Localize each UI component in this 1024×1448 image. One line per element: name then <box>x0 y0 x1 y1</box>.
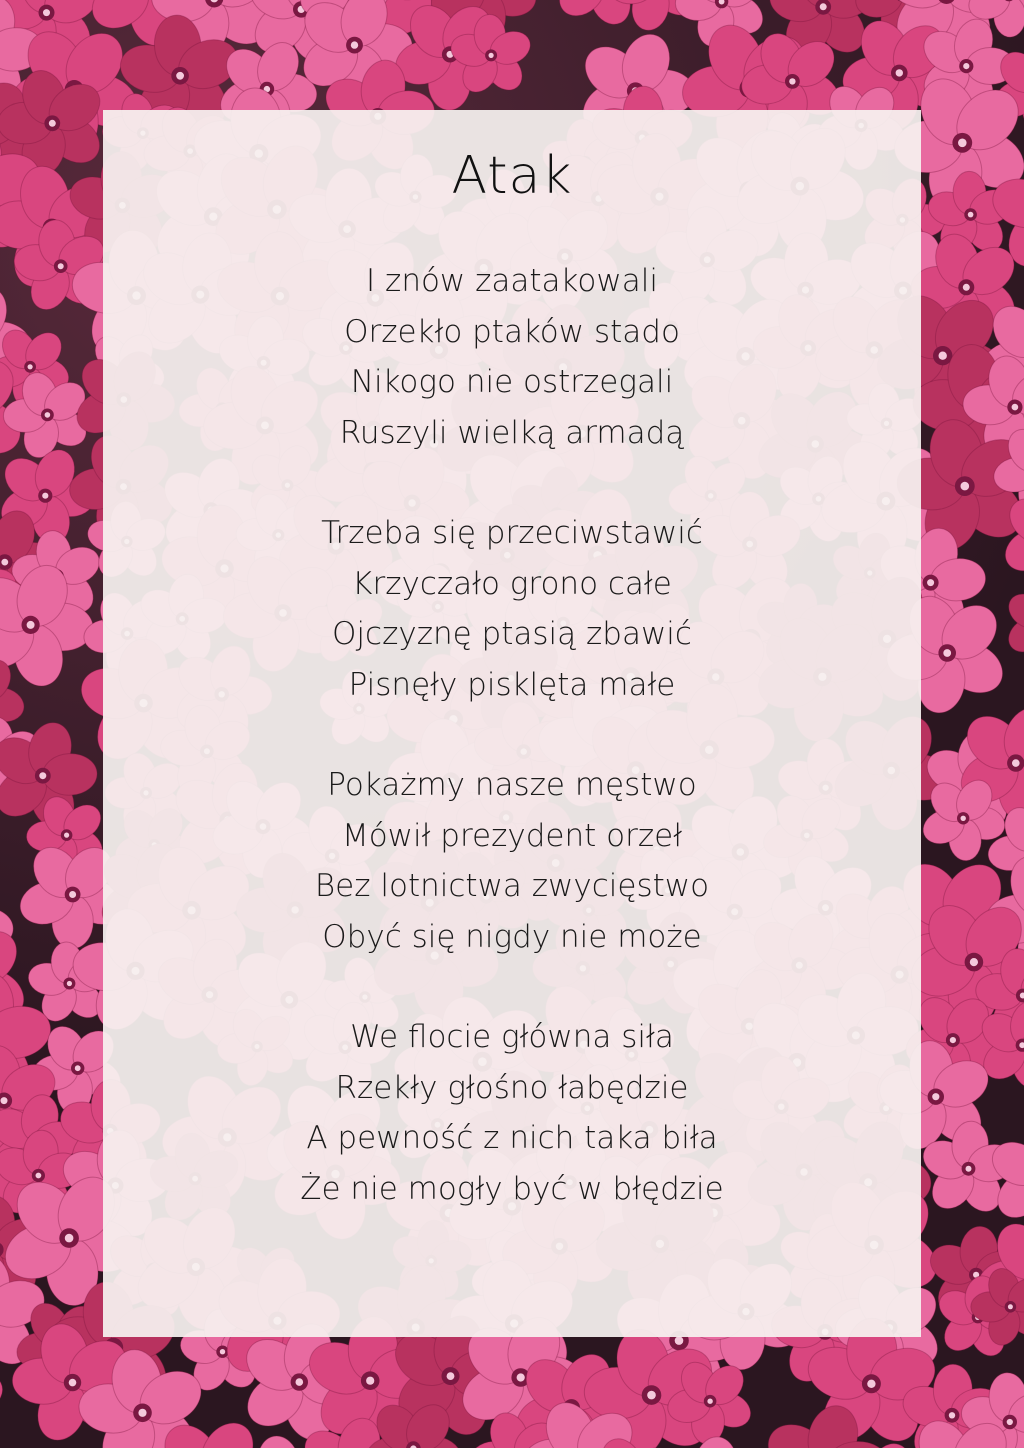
poem-line: Pisnęły pisklęta małe <box>348 666 676 703</box>
poem-line: Pokażmy nasze męstwo <box>327 767 697 803</box>
stanza <box>103 760 921 962</box>
stanza <box>103 508 921 710</box>
poem-line: Krzyczało grono całe <box>352 565 672 602</box>
poem-line: Że nie mogły być w błędzie <box>300 1170 724 1207</box>
poem-line: Ojczyznę ptasią zbawić <box>332 616 692 652</box>
poem-line: I znów zaatakowali <box>366 263 658 299</box>
poem-line: Trzeba się przeciwstawić <box>321 515 703 551</box>
stanza <box>103 256 921 458</box>
poem-line: Nikogo nie ostrzegali <box>350 364 674 400</box>
poem-line: Obyć się nigdy nie może <box>322 918 702 955</box>
poem-line: Bez lotnictwa zwycięstwo <box>314 868 710 904</box>
poem-line: We flocie główna siła <box>350 1019 674 1055</box>
poem-card <box>103 110 921 1337</box>
poem-line: Ruszyli wielką armadą <box>339 414 685 451</box>
poem-line: Mówił prezydent orzeł <box>341 817 683 854</box>
stanza <box>103 1012 921 1214</box>
poem-line: Orzekło ptaków stado <box>344 313 680 350</box>
poem-title: Atak <box>451 146 573 206</box>
poem-line: A pewność z nich taka biła <box>306 1120 718 1156</box>
poem-line: Rzekły głośno łabędzie <box>335 1069 689 1106</box>
poem-body <box>103 256 921 1214</box>
